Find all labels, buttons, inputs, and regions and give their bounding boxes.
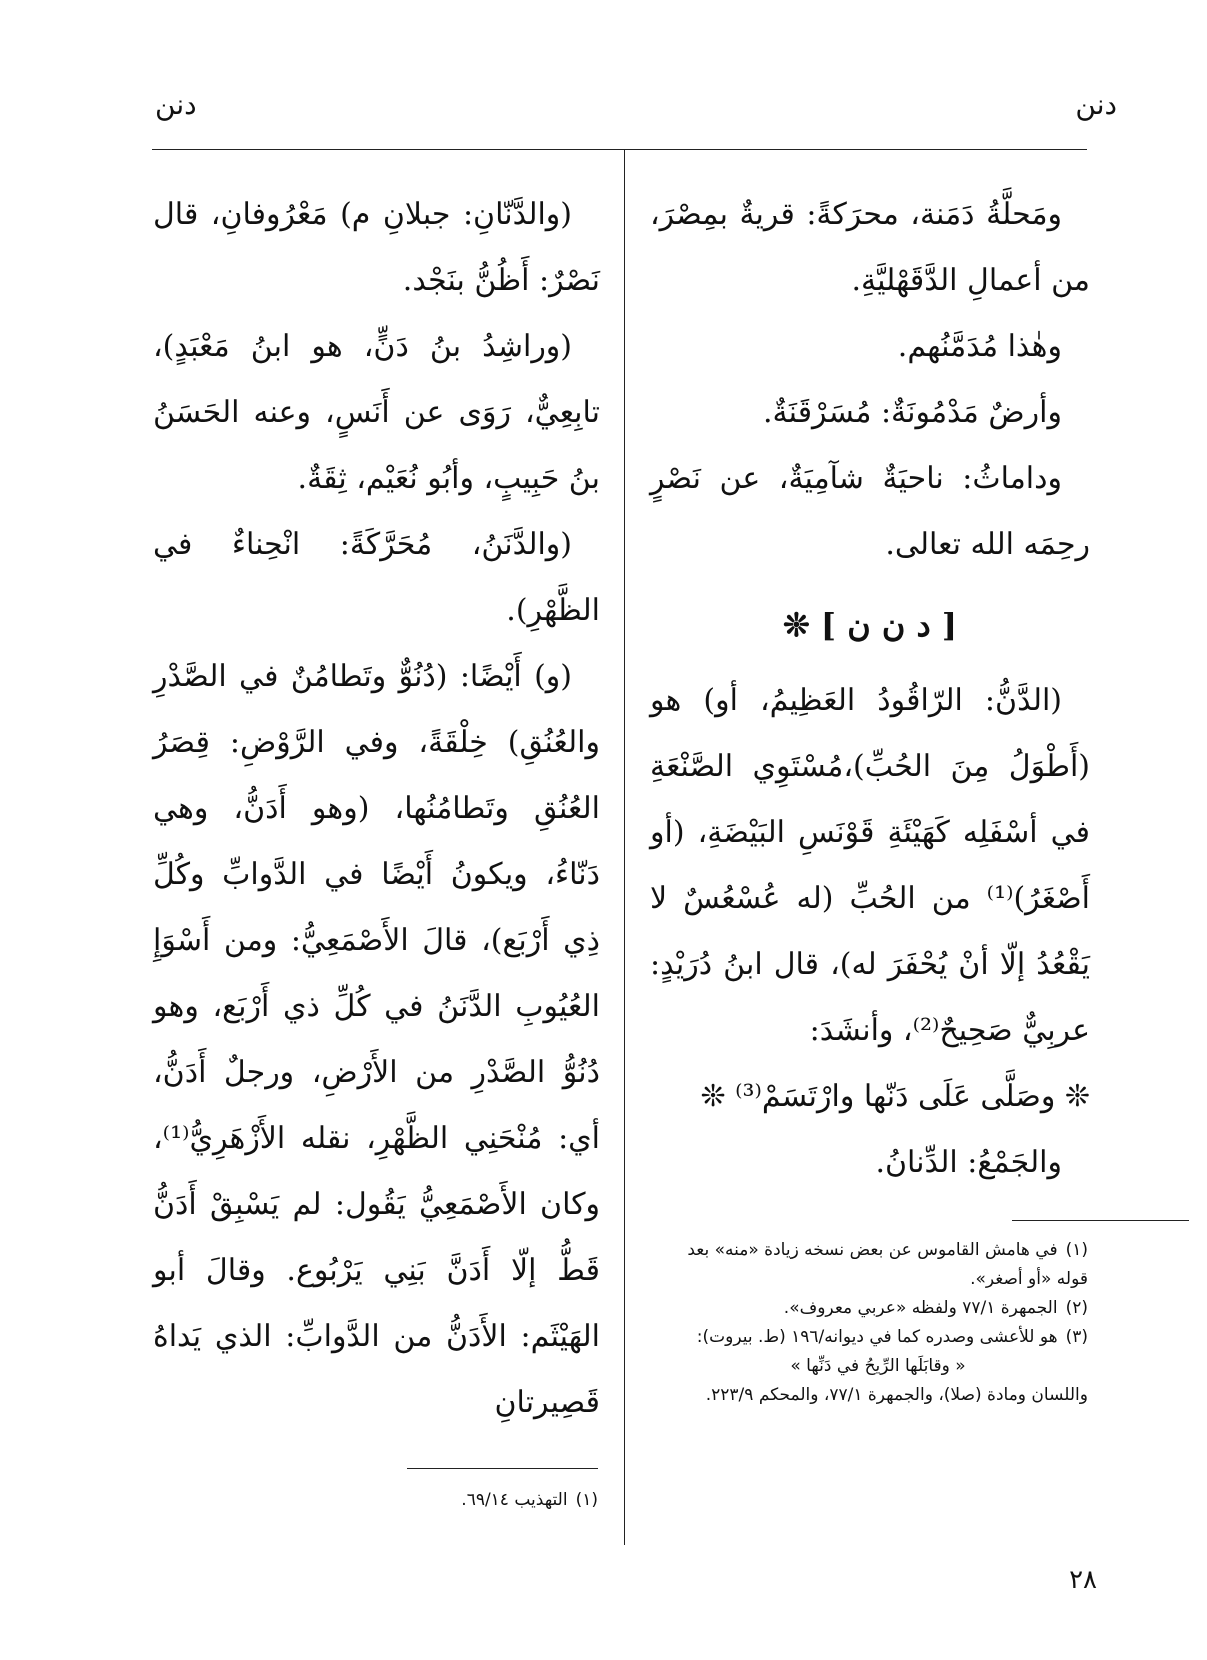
footnote: (٣)هو للأعشى وصدره كما في ديوانه/١٩٦ (ط. بيروت):: [696, 1327, 1088, 1347]
page-number: ٢٨: [1069, 1565, 1097, 1595]
paragraph: (والدَّنّانِ: جبلانِ م) مَعْرُوفانِ، قال نَصْرٌ: أَظُنُّ بنَجْد.: [153, 197, 600, 298]
paragraph: وأرضٌ مَدْمُونَةٌ: مُسَرْقَنَةٌ.: [763, 395, 1062, 430]
footnote: (١)في هامش القاموس عن بعض نسخه زيادة «منه» بعد قوله «أو أصغر».: [687, 1240, 1088, 1289]
footnote-rule: [407, 1468, 598, 1469]
paragraph: (وراشِدُ بنُ دَنٍّ، هو ابنُ مَعْبَدٍ)، تابِعِيٌّ، رَوَى عن أَنَسٍ، وعنه الحَسَنُ بنُ حَبِيبٍ، وأبُو نُعَيْم، ثِقَةٌ.: [153, 329, 600, 496]
paragraph: ومَحلَّةُ دَمَنة، محرَكةً: قريةٌ بمِصْرَ، من أعمالِ الدَّقَهْليَّةِ.: [650, 197, 1090, 298]
footnote-rule: [1012, 1220, 1189, 1221]
footnotes-right: [668, 1236, 1088, 1410]
paragraph: (والدَّنَنُ، مُحَرَّكَةً: انْحِناءٌ في الظَّهْرِ).: [153, 527, 600, 628]
header-left-word: دنن: [155, 88, 197, 121]
column-divider: [624, 150, 625, 1545]
paragraph: وهٰذا مُدَمَّنُهم.: [897, 329, 1062, 364]
header-right-word: دنن: [1075, 88, 1117, 121]
footnotes-left: [380, 1486, 598, 1515]
verse-line: ❊ وصَلَّى عَلَى دَنّها وارْتَسَمْ⁽³⁾ ❊: [700, 1079, 1090, 1114]
paragraph: (الدَّنُّ: الرّاقُودُ العَظِيمُ، أو) هو (أَطْوَلُ مِنَ الحُبِّ)،مُسْتَوِي الصَّنْعَةِ في أسْفَلِه كَهَيْئَةِ قَوْنَسِ البَيْضَةِ، (أو أَصْغَرُ)⁽¹⁾ من الحُبِّ (له عُسْعُسٌ لا يَقْعُدُ إلّا أنْ يُحْفَرَ له)، قال ابنُ دُرَيْدٍ: عربِيٌّ صَحِيحٌ⁽²⁾، وأنشَدَ:: [650, 683, 1090, 1048]
footnote: (١)التهذيب ٦٩/١٤.: [461, 1490, 598, 1510]
paragraph: وداماثُ: ناحيَةٌ شآمِيَةٌ، عن نَصْرٍ رحِمَه الله تعالى.: [650, 461, 1090, 562]
footnote-continuation: واللسان ومادة (صلا)، والجمهرة ٧٧/١، والمحكم ٢٢٣/٩.: [705, 1385, 1088, 1405]
footnote-verse: « وقابَلَها الرِّيحُ في دَنِّها »: [790, 1356, 966, 1376]
right-column: [650, 182, 1090, 1196]
entry-heading: [ د ن ن ] ❊: [782, 606, 958, 644]
paragraph: والجَمْعُ: الدِّنانُ.: [875, 1145, 1062, 1180]
paragraph: (و) أَيْضًا: (دُنُوٌّ وتَطامُنٌ في الصَّدْرِ والعُنُقِ) خِلْقَةً، وفي الرَّوْضِ: قِصَرُ العُنُقِ وتَطامُنُها، (وهو أَدَنُّ، وهي دَنّاءُ، ويكونُ أَيْضًا في الدَّوابِّ وكُلِّ ذِي أَرْبَع)، قالَ الأَصْمَعِيُّ: ومن أَسْوَإِ العُيُوبِ الدَّنَنُ في كُلِّ ذي أَرْبَع، وهو دُنُوُّ الصَّدْرِ من الأَرْضِ، ورجلٌ أَدَنُّ، أي: مُنْحَنِي الظَّهْرِ، نقله الأَزْهَرِيُّ⁽¹⁾، وكان الأَصْمَعِيُّ يَقُول: لم يَسْبِقْ أَدَنُّ قَطُّ إلّا أَدَنَّ بَنِي يَرْبُوع. وقالَ أبو الهَيْثَم: الأَدَنُّ من الدَّوابِّ: الذي يَداهُ قَصِيرتانِ: [153, 659, 600, 1420]
left-column: [153, 182, 600, 1436]
header-rule: [152, 149, 1087, 150]
footnote: (٢)الجمهرة ٧٧/١ ولفظه «عربي معروف».: [783, 1298, 1088, 1318]
